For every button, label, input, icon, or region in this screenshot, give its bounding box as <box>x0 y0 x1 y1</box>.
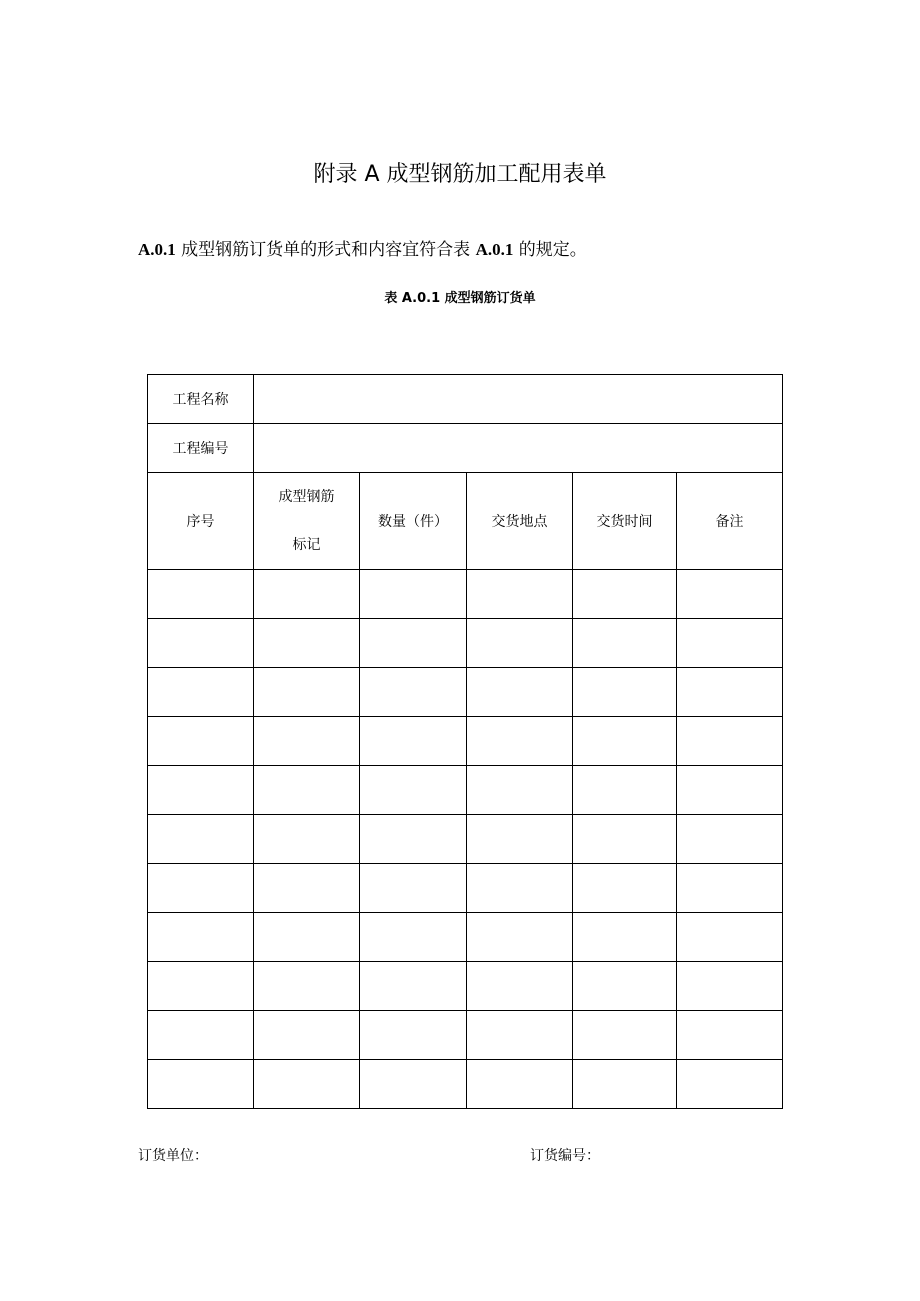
cell-remarks[interactable] <box>677 864 783 913</box>
cell-remarks[interactable] <box>677 668 783 717</box>
cell-delivery-place[interactable] <box>467 815 573 864</box>
cell-rebar-mark[interactable] <box>254 1060 360 1109</box>
cell-rebar-mark[interactable] <box>254 913 360 962</box>
cell-rebar-mark[interactable] <box>254 717 360 766</box>
header-rebar-mark-line2: 标记 <box>292 537 321 553</box>
project-name-label: 工程名称 <box>148 375 254 424</box>
header-delivery-time: 交货时间 <box>573 473 677 570</box>
header-remarks: 备注 <box>677 473 783 570</box>
cell-seq[interactable] <box>148 815 254 864</box>
cell-quantity[interactable] <box>360 766 467 815</box>
cell-remarks[interactable] <box>677 570 783 619</box>
cell-seq[interactable] <box>148 1011 254 1060</box>
cell-seq[interactable] <box>148 962 254 1011</box>
cell-quantity[interactable] <box>360 619 467 668</box>
cell-remarks[interactable] <box>677 766 783 815</box>
cell-delivery-time[interactable] <box>573 619 677 668</box>
cell-quantity[interactable] <box>360 962 467 1011</box>
cell-quantity[interactable] <box>360 1011 467 1060</box>
cell-seq[interactable] <box>148 913 254 962</box>
project-number-field[interactable] <box>254 424 783 473</box>
table-caption: 表 A.0.1 成型钢筋订货单 <box>384 291 536 306</box>
project-number-label: 工程编号 <box>148 424 254 473</box>
clause-text-before: 成型钢筋订货单的形式和内容宜符合表 <box>175 240 476 260</box>
cell-seq[interactable] <box>148 717 254 766</box>
cell-quantity[interactable] <box>360 913 467 962</box>
cell-delivery-time[interactable] <box>573 864 677 913</box>
table-row <box>148 717 783 766</box>
cell-delivery-time[interactable] <box>573 717 677 766</box>
ordering-unit-label: 订货单位： <box>138 1148 208 1164</box>
cell-delivery-place[interactable] <box>467 717 573 766</box>
table-row <box>148 864 783 913</box>
clause-text-after: 的规定。 <box>513 240 587 260</box>
cell-delivery-place[interactable] <box>467 913 573 962</box>
cell-rebar-mark[interactable] <box>254 815 360 864</box>
cell-quantity[interactable] <box>360 717 467 766</box>
header-rebar-mark <box>254 473 360 570</box>
order-number-label: 订货编号： <box>530 1148 600 1164</box>
cell-delivery-time[interactable] <box>573 1060 677 1109</box>
cell-seq[interactable] <box>148 1060 254 1109</box>
table-row <box>148 1060 783 1109</box>
cell-delivery-time[interactable] <box>573 766 677 815</box>
cell-rebar-mark[interactable] <box>254 766 360 815</box>
cell-delivery-time[interactable] <box>573 1011 677 1060</box>
table-row <box>148 815 783 864</box>
cell-delivery-place[interactable] <box>467 619 573 668</box>
cell-quantity[interactable] <box>360 668 467 717</box>
table-row <box>148 570 783 619</box>
cell-quantity[interactable] <box>360 815 467 864</box>
clause-table-ref: A.0.1 <box>475 240 514 259</box>
cell-remarks[interactable] <box>677 962 783 1011</box>
cell-remarks[interactable] <box>677 1011 783 1060</box>
cell-rebar-mark[interactable] <box>254 962 360 1011</box>
cell-remarks[interactable] <box>677 815 783 864</box>
header-delivery-place: 交货地点 <box>467 473 573 570</box>
cell-seq[interactable] <box>148 766 254 815</box>
clause-paragraph <box>138 237 587 263</box>
cell-rebar-mark[interactable] <box>254 570 360 619</box>
cell-rebar-mark[interactable] <box>254 619 360 668</box>
cell-delivery-time[interactable] <box>573 815 677 864</box>
cell-quantity[interactable] <box>360 1060 467 1109</box>
table-row <box>148 913 783 962</box>
header-rebar-mark-line1: 成型钢筋 <box>278 489 335 505</box>
table-row <box>148 619 783 668</box>
project-name-row <box>148 375 783 424</box>
cell-rebar-mark[interactable] <box>254 864 360 913</box>
cell-rebar-mark[interactable] <box>254 1011 360 1060</box>
cell-delivery-place[interactable] <box>467 864 573 913</box>
cell-delivery-place[interactable] <box>467 570 573 619</box>
cell-remarks[interactable] <box>677 717 783 766</box>
clause-number: A.0.1 <box>138 240 176 259</box>
cell-delivery-place[interactable] <box>467 668 573 717</box>
header-seq: 序号 <box>148 473 254 570</box>
project-number-row <box>148 424 783 473</box>
cell-delivery-place[interactable] <box>467 766 573 815</box>
table-row <box>148 1011 783 1060</box>
cell-delivery-time[interactable] <box>573 668 677 717</box>
cell-seq[interactable] <box>148 668 254 717</box>
header-quantity: 数量（件） <box>360 473 467 570</box>
appendix-title: 附录 A 成型钢筋加工配用表单 <box>313 162 607 187</box>
table-row <box>148 962 783 1011</box>
table-header-row <box>148 473 783 570</box>
cell-rebar-mark[interactable] <box>254 668 360 717</box>
table-row <box>148 668 783 717</box>
project-name-field[interactable] <box>254 375 783 424</box>
cell-delivery-time[interactable] <box>573 913 677 962</box>
cell-remarks[interactable] <box>677 913 783 962</box>
cell-seq[interactable] <box>148 570 254 619</box>
cell-seq[interactable] <box>148 619 254 668</box>
cell-delivery-time[interactable] <box>573 962 677 1011</box>
cell-remarks[interactable] <box>677 1060 783 1109</box>
cell-delivery-place[interactable] <box>467 962 573 1011</box>
cell-seq[interactable] <box>148 864 254 913</box>
cell-quantity[interactable] <box>360 570 467 619</box>
table-row <box>148 766 783 815</box>
cell-delivery-place[interactable] <box>467 1011 573 1060</box>
cell-quantity[interactable] <box>360 864 467 913</box>
cell-delivery-place[interactable] <box>467 1060 573 1109</box>
cell-remarks[interactable] <box>677 619 783 668</box>
order-table <box>147 374 783 1109</box>
cell-delivery-time[interactable] <box>573 570 677 619</box>
